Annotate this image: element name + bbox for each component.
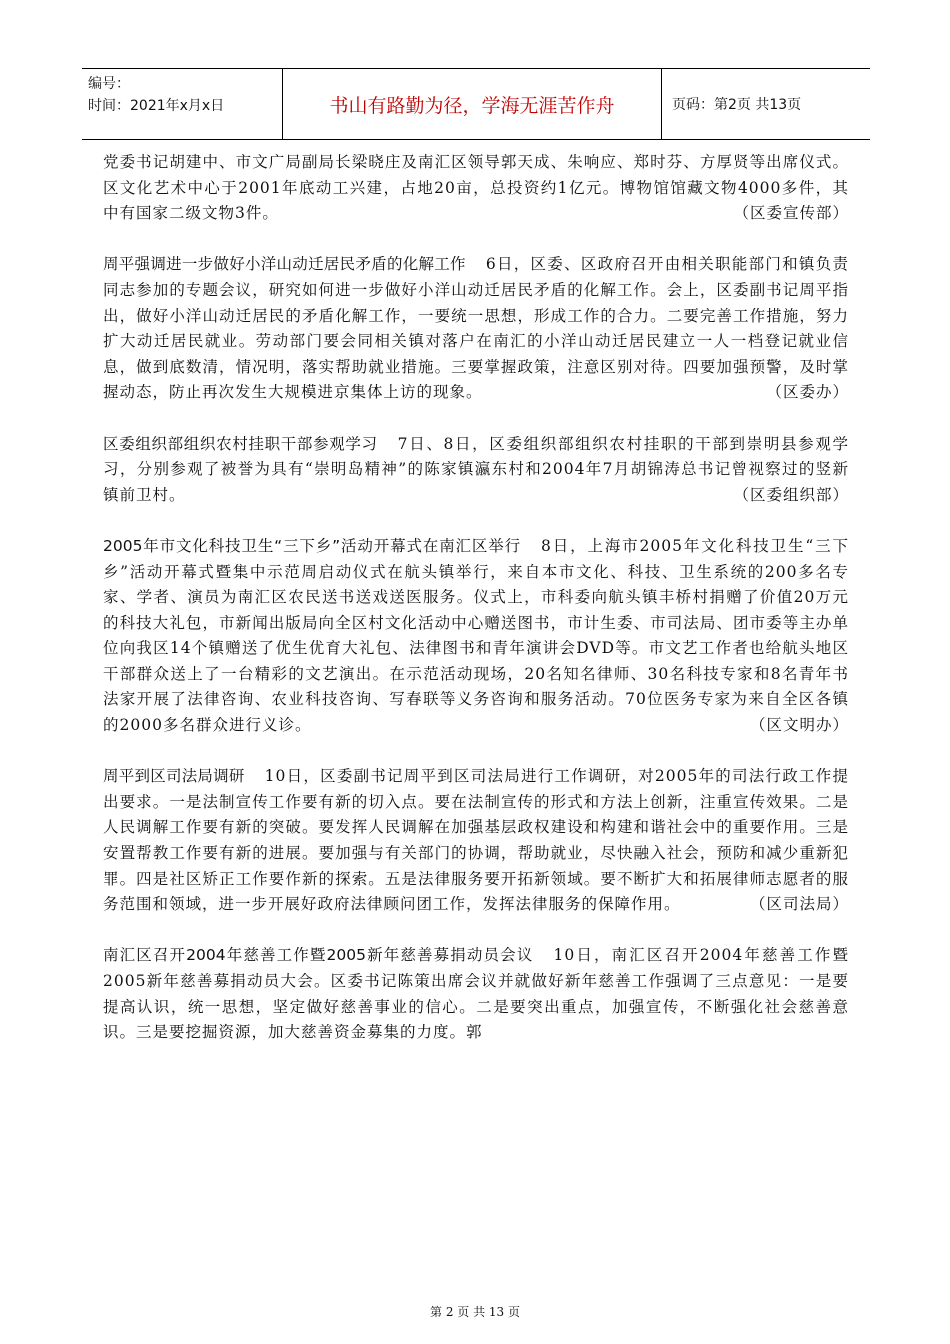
entry-source: （区文明办） <box>749 716 849 735</box>
news-entry <box>103 534 849 739</box>
document-time-label: 时间：2021年x月x日 <box>88 98 225 114</box>
entry-paragraph <box>103 534 849 739</box>
entry-paragraph <box>103 943 849 1045</box>
header-page-label: 页码：第2页 共13页 <box>672 97 802 113</box>
entry-title: 2005年市文化科技卫生“三下乡”活动开幕式在南汇区举行 <box>103 536 522 555</box>
entry-body: 10日，南汇区召开2004年慈善工作暨2005新年慈善募捐动员大会。区委书记陈策出席会议并就做好新年慈善工作强调了三点意见：一是要提高认识，统一思想，坚定做好慈善事业的信心。二是要突出重点，加强宣传，不断强化社会慈善意识。三是要挖掘资源，加大慈善资金募集的力度。郭 <box>103 946 850 1042</box>
page-footer: 第 2 页 共 13 页 <box>430 1305 520 1319</box>
entry-body: 10日，区委副书记周平到区司法局进行工作调研，对2005年的司法行政工作提出要求。一是法制宣传工作要有新的切入点。要在法制宣传的形式和方法上创新，注重宣传效果。二是人民调解工作要有新的突破。要发挥人民调解在加强基层政权建设和构建和谐社会中的重要作用。三是安置帮教工作要有新的进展。要加强与有关部门的协调，帮助就业，尽快融入社会，预防和减少重新犯罪。四是社区矫正工作要作新的探索。五是法律服务要开拓新领域。要不断扩大和拓展律师志愿者的服务范围和领域，进一步开展好政府法律顾问团工作，发挥法律服务的保障作用。 <box>103 767 849 914</box>
entry-paragraph <box>103 150 849 227</box>
entry-body: 7日、8日，区委组织部组织农村挂职的干部到崇明县参观学习，分别参观了被誉为具有“崇明岛精神”的陈家镇瀛东村和2004年7月胡锦涛总书记曾视察过的竖新镇前卫村。 <box>103 434 849 504</box>
news-entry <box>103 432 849 509</box>
entry-title: 南汇区召开2004年慈善工作暨2005新年慈善募捐动员会议 <box>103 946 534 965</box>
document-body <box>103 150 849 1071</box>
news-entry <box>103 252 849 406</box>
entry-source: （区委组织部） <box>733 485 849 504</box>
news-entry <box>103 150 849 227</box>
header-motto: 书山有路勤为径，学海无涯苦作舟 <box>282 69 662 139</box>
entry-source: （区委宣传部） <box>733 204 849 223</box>
document-number-label: 编号： <box>88 76 130 92</box>
header-left <box>82 69 282 139</box>
page-header <box>82 68 870 140</box>
entry-source: （区委办） <box>766 383 849 402</box>
entry-body: 8日，上海市2005年文化科技卫生“三下乡”活动开幕式暨集中示范周启动仪式在航头镇举行，来自本市文化、科技、卫生系统的200多名专家、学者、演员为南汇区农民送书送戏送医服务。仪式上，市科委向航头镇丰桥村捐赠了价值20万元的科技大礼包，市新闻出版局向全区村文化活动中心赠送图书，市计生委、市司法局、团市委等主办单位向我区14个镇赠送了优生优育大礼包、法律图书和青年演讲会DVD等。市文艺工作者也给航头地区干部群众送上了一台精彩的文艺演出。在示范活动现场，20名知名律师、30名科技专家和8名青年书法家开展了法律咨询、农业科技咨询、写春联等义务咨询和服务活动。70位医务专家为来自全区各镇的2000多名群众进行义诊。 <box>103 536 850 735</box>
entry-title: 周平强调进一步做好小洋山动迁居民矛盾的化解工作 <box>103 255 466 274</box>
entry-paragraph <box>103 252 849 406</box>
entry-title: 周平到区司法局调研 <box>103 767 245 786</box>
entry-body: 6日，区委、区政府召开由相关职能部门和镇负责同志参加的专题会议，研究如何进一步做好小洋山动迁居民矛盾的化解工作。会上，区委副书记周平指出，做好小洋山动迁居民的矛盾化解工作，一要统一思想，形成工作的合力。二要完善工作措施，努力扩大动迁居民就业。劳动部门要会同相关镇对落户在南汇的小洋山动迁居民建立一人一档登记就业信息，做到底数清，情况明，落实帮助就业措施。三要掌握政策，注意区别对待。四要加强预警，及时掌握动态，防止再次发生大规模进京集体上访的现象。 <box>103 255 849 402</box>
entry-body: 党委书记胡建中、市文广局副局长梁晓庄及南汇区领导郭天成、朱响应、郑时芬、方厚贤等出席仪式。区文化艺术中心于2001年底动工兴建，占地20亩，总投资约1亿元。博物馆馆藏文物4000多件，其中有国家二级文物3件。 <box>103 153 849 223</box>
news-entry <box>103 943 849 1045</box>
entry-paragraph <box>103 432 849 509</box>
news-entry <box>103 764 849 918</box>
entry-source: （区司法局） <box>749 895 849 914</box>
entry-title: 区委组织部组织农村挂职干部参观学习 <box>103 434 378 453</box>
entry-paragraph <box>103 764 849 918</box>
